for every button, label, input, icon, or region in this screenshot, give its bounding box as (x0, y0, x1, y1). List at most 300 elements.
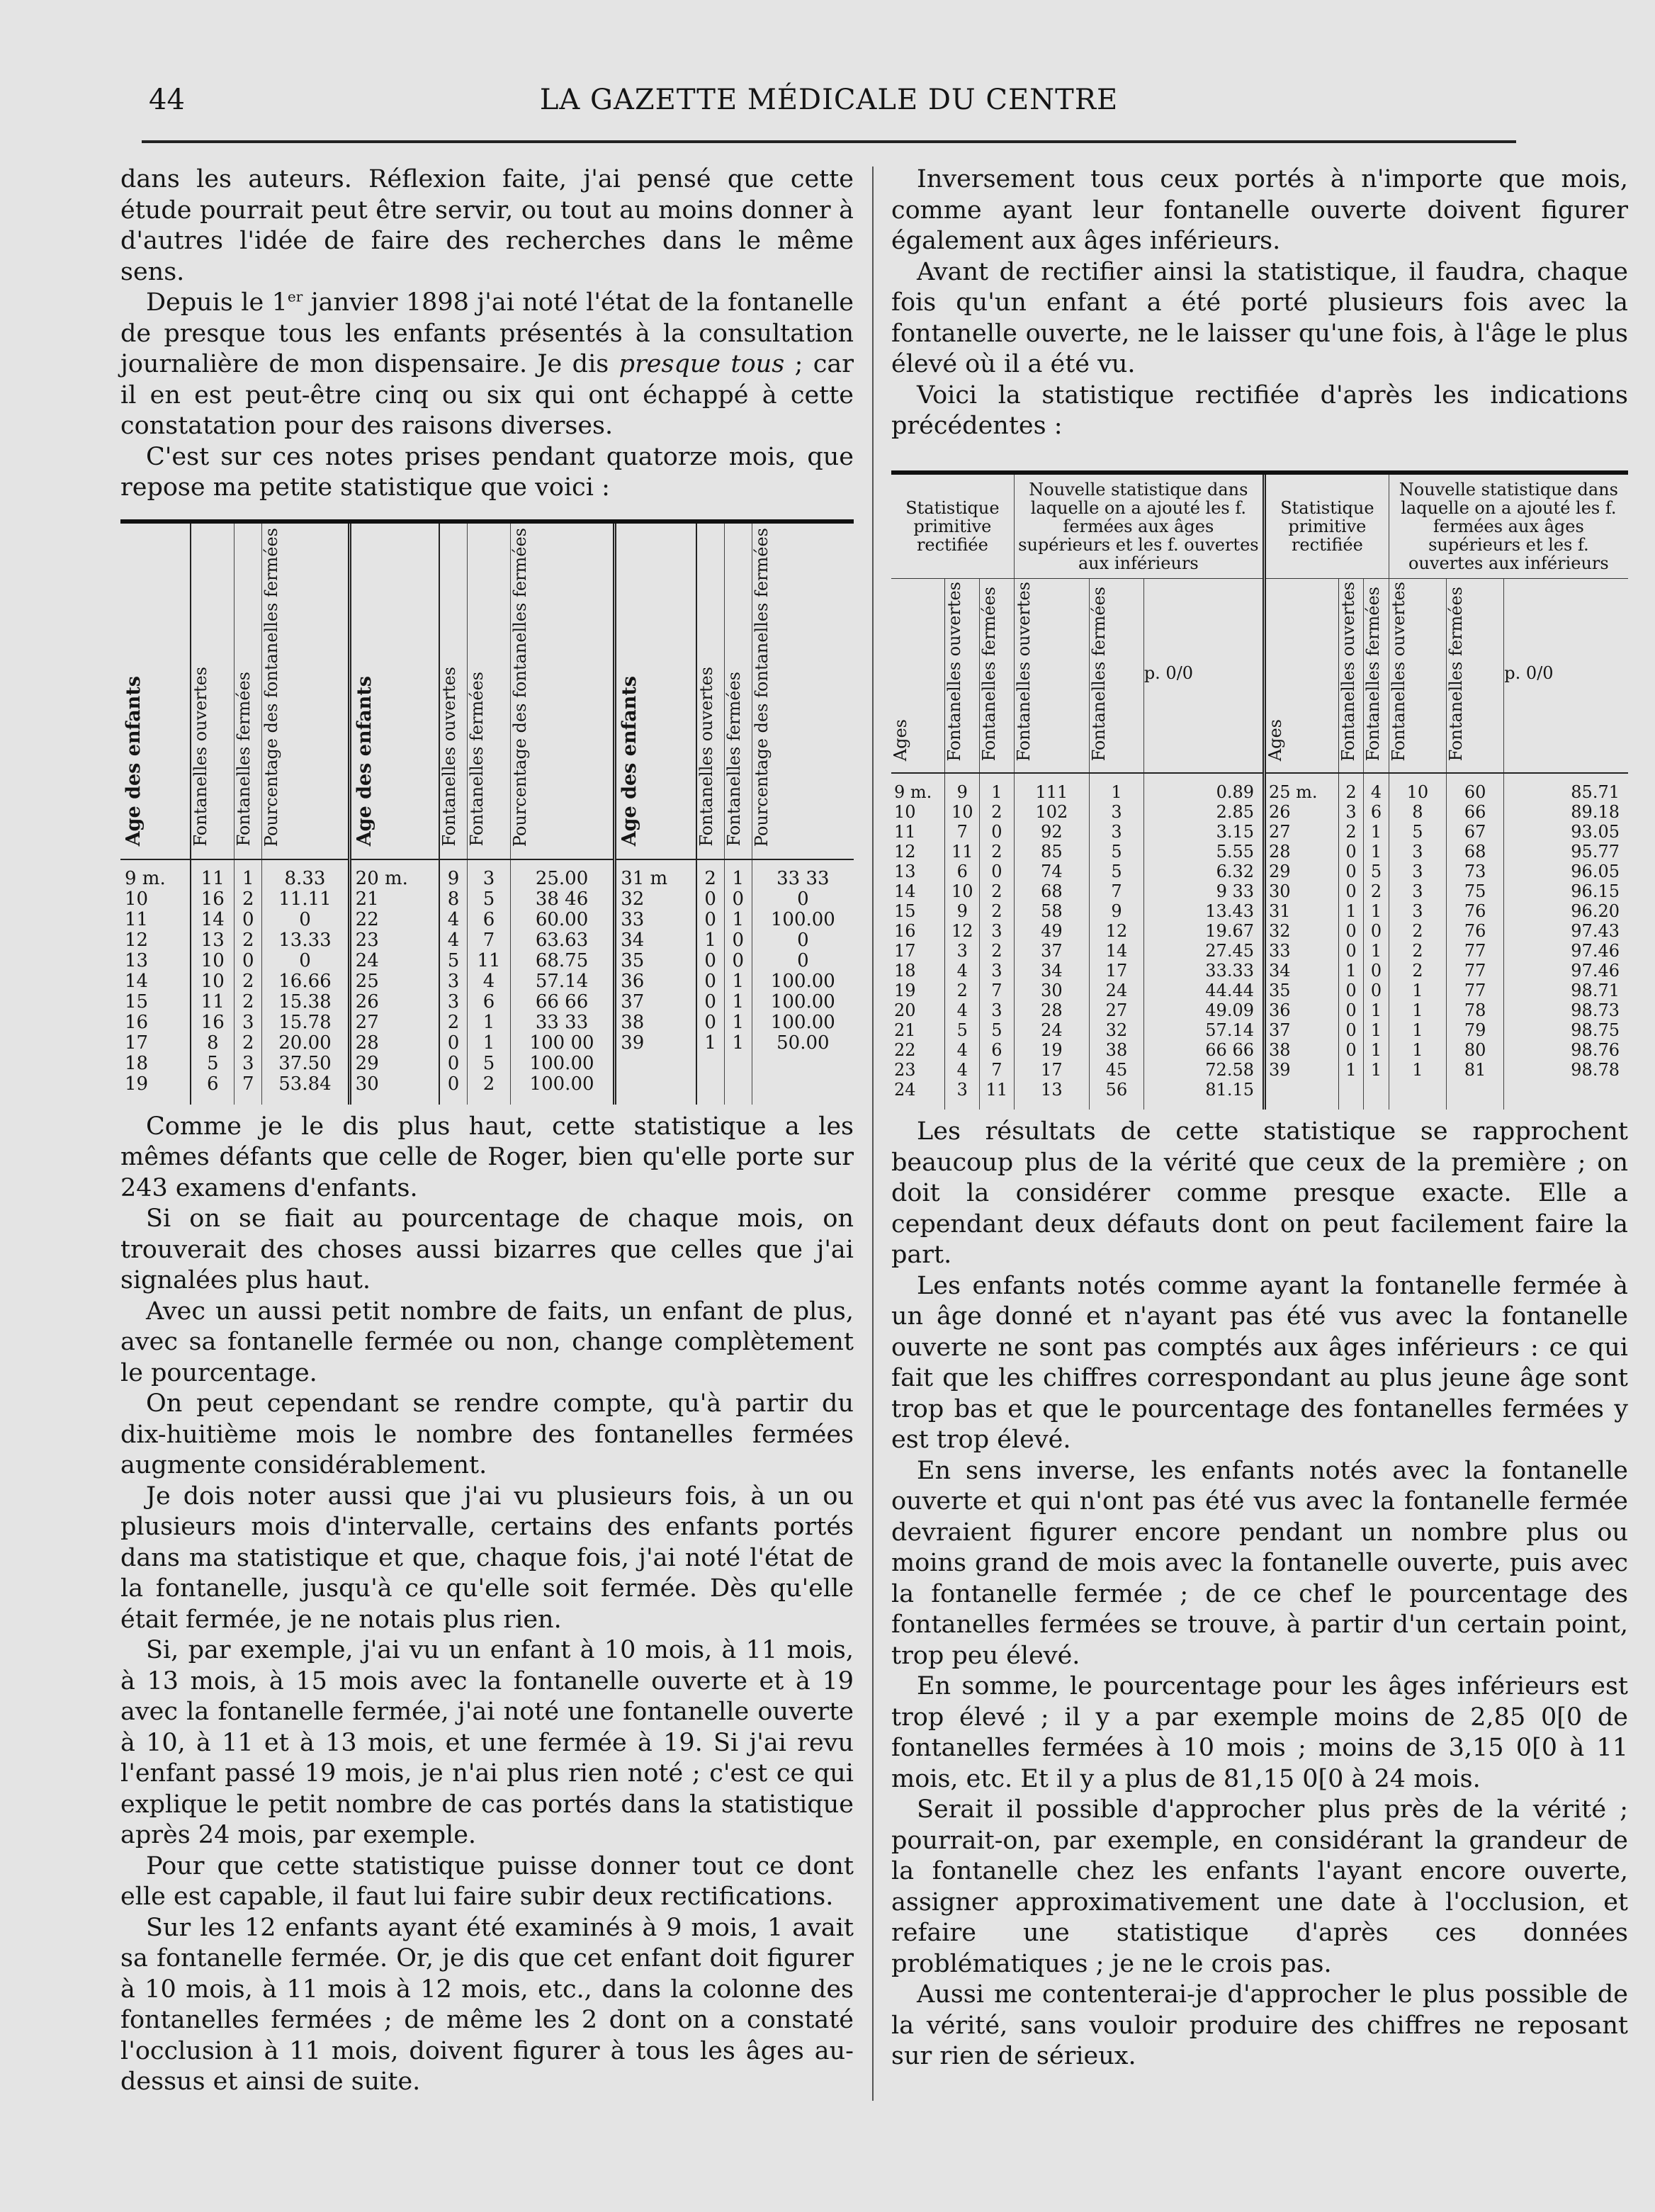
table-cell: 3 (439, 992, 468, 1012)
table-cell: 36 (615, 971, 696, 992)
table-cell: 0 (696, 971, 725, 992)
table-cell: 0 (1338, 1020, 1364, 1040)
table-cell: 66 66 (1143, 1040, 1264, 1060)
table-cell: 81.15 (1143, 1080, 1264, 1110)
table-row (891, 921, 1628, 941)
col-header-closed: Fontanelles fermées (723, 672, 744, 847)
table-cell: 10 (945, 881, 980, 901)
table-cell: 39 (1265, 1060, 1339, 1080)
table-cell: 2 (235, 1033, 262, 1054)
table-cell: 13.33 (262, 930, 349, 951)
table-cell: 3 (1389, 862, 1446, 881)
right-paragraph-8: Serait il possible d'approcher plus près de la vérité ; pourrait-on, par exemple, en considérant la grandeur de la fontanelle chez les enfants l'ayant encore ouverte, assigner approximativement une date à l'occlusion, et refaire une statistique d'après ces données problématiques ; je ne le crois pas. (891, 1795, 1628, 1978)
table-cell (752, 1074, 854, 1105)
table-cell: 1 (696, 1033, 725, 1054)
table-cell: 102 (1014, 802, 1089, 822)
left-paragraph-4: Comme je le dis plus haut, cette statistique a les mêmes défants que celle de Roger, bien qu'elle porte sur 243 examens d'enfants. (120, 1112, 854, 1202)
table-row (891, 1000, 1628, 1020)
table-cell: 3 (468, 859, 511, 889)
statistics-table-1 (120, 519, 854, 1105)
table-cell: 2 (235, 992, 262, 1012)
group-primitive: Statistique primitive rectifiée (891, 473, 1014, 579)
table-cell: 1 (1338, 1060, 1364, 1080)
table-row (120, 1033, 854, 1054)
table-row (120, 859, 854, 889)
table-cell: 0.89 (1143, 773, 1264, 802)
table-row (891, 981, 1628, 1000)
table-cell: 0 (1338, 941, 1364, 961)
table-cell: 38 (615, 1012, 696, 1033)
table-cell: 60 (1447, 773, 1504, 802)
table-cell: 0 (1364, 921, 1389, 941)
table-cell: 2 (439, 1012, 468, 1033)
table-cell: 100 00 (510, 1033, 614, 1054)
table-cell: 6 (1364, 802, 1389, 822)
table-cell: 35 (1265, 981, 1339, 1000)
table-cell: 0 (1364, 981, 1389, 1000)
table-cell: 6 (980, 1040, 1015, 1060)
table-cell: 0 (439, 1074, 468, 1105)
table-cell: 34 (615, 930, 696, 951)
table-cell: 19.67 (1143, 921, 1264, 941)
table-cell: 2 (1338, 773, 1364, 802)
table-cell: 28 (1265, 842, 1339, 862)
table-cell: 10 (1389, 773, 1446, 802)
table-cell: 3 (235, 1012, 262, 1033)
table-cell: 30 (349, 1074, 439, 1105)
running-title: LA GAZETTE MÉDICALE DU CENTRE (539, 84, 1119, 116)
table-cell: 1 (1389, 1060, 1446, 1080)
table-cell: 1 (1389, 1000, 1446, 1020)
left-paragraph-9: Si, par exemple, j'ai vu un enfant à 10 mois, à 11 mois, à 13 mois, à 15 mois avec la fontanelle ouverte et à 19 avec la fontanelle fermée, j'ai noté une fontanelle ouverte à 10, à 11 et à 13 mois, et une fermée à 19. Si j'ai revu l'enfant passé 19 mois, je n'ai plus rien noté ; c'est ce qui explique le petit nombre de cas portés dans la statistique après 24 mois, par exemple. (120, 1636, 854, 1850)
table-cell: 15.78 (262, 1012, 349, 1033)
table-cell: 93.05 (1571, 822, 1620, 842)
table-cell: 2 (980, 842, 1015, 862)
table-row (891, 822, 1628, 842)
table-cell: 21 (891, 1020, 945, 1040)
table-cell: 76 (1447, 901, 1504, 921)
col-header-closed: Fontanelles fermées (979, 586, 1000, 762)
table-cell: 72.58 (1143, 1060, 1264, 1080)
left-paragraph-3: C'est sur ces notes prises pendant quatorze mois, que repose ma petite statistique que voici : (120, 442, 854, 502)
table-cell: 11 (945, 842, 980, 862)
table-cell: 58 (1014, 901, 1089, 921)
group-primitive: Statistique primitive rectifiée (1265, 473, 1389, 579)
table-cell: 21 (349, 889, 439, 910)
left-paragraph-1: dans les auteurs. Réflexion faite, j'ai pensé que cette étude pourrait peut être servir, ou tout au moins donner à d'autres l'idée de faire des recherches dans le même sens. (120, 165, 854, 286)
table-cell: 0 (696, 992, 725, 1012)
table-cell: 1 (980, 773, 1015, 802)
table-cell: 1 (235, 859, 262, 889)
table-cell: 39 (615, 1033, 696, 1054)
table-cell: 32 (1265, 921, 1339, 941)
table-cell: 1 (1364, 822, 1389, 842)
table-cell: 5 (945, 1020, 980, 1040)
table-cell: 27 (349, 1012, 439, 1033)
table-cell: 13.43 (1143, 901, 1264, 921)
table-cell: 96.20 (1571, 901, 1620, 922)
col-header-ages: Ages (1265, 718, 1285, 762)
table-cell: 96.05 (1571, 862, 1620, 882)
col-header-closed: Fontanelles fermées (467, 672, 487, 847)
table-cell: 12 (120, 930, 191, 951)
table-cell: 85 (1014, 842, 1089, 862)
table-cell: 33 33 (776, 867, 830, 889)
table-cell: 44.44 (1143, 981, 1264, 1000)
table-cell: 100.00 (770, 1011, 835, 1033)
col-header-percent: p. 0/0 (1504, 578, 1628, 773)
table-cell: 0 (439, 1054, 468, 1074)
table-cell: 2 (945, 981, 980, 1000)
table-cell: 9 m. (120, 859, 191, 889)
table-cell: 24 (891, 1080, 945, 1110)
table-cell: 11.11 (262, 889, 349, 910)
table-cell: 0 (262, 910, 349, 930)
col-header-percent: p. 0/0 (1143, 578, 1264, 773)
col-header-open: Fontanelles ouvertes (1013, 581, 1034, 762)
table-row (891, 1040, 1628, 1060)
table-cell: 3 (1338, 802, 1364, 822)
table-cell: 3 (945, 1080, 980, 1110)
table-cell: 4 (945, 961, 980, 981)
page-number: 44 (149, 84, 185, 116)
table-cell: 7 (235, 1074, 262, 1105)
table-cell: 6.32 (1143, 862, 1264, 881)
right-paragraph-6: En sens inverse, les enfants notés avec la fontanelle ouverte et qui n'ont pas été vus avec la fontanelle fermée devraient figurer encore pendant un nombre plus ou moins grand de mois avec la fontanelle ouverte, puis avec la fontanelle fermée ; de ce chef le pourcentage des fontanelles fermées se trouve, à partir d'un certain point, trop peu élevé. (891, 1456, 1628, 1670)
table-cell: 10 (891, 802, 945, 822)
col-header-percent: Pourcentage des fontanelles fermées (261, 527, 282, 847)
table-cell: 10 (191, 971, 235, 992)
table-cell: 22 (349, 910, 439, 930)
table-cell: 17 (1014, 1060, 1089, 1080)
table-cell: 13 (1014, 1080, 1089, 1110)
table-cell: 2 (696, 859, 725, 889)
table-cell: 8.33 (262, 859, 349, 889)
table-cell: 63.63 (510, 930, 614, 951)
page-header (142, 84, 1516, 126)
table-row (891, 1060, 1628, 1080)
table-cell: 100.00 (770, 970, 835, 992)
table-cell: 37 (615, 992, 696, 1012)
table-cell: 77 (1447, 981, 1504, 1000)
table-cell: 33 (615, 910, 696, 930)
table-cell: 30 (1265, 881, 1339, 901)
col-header-open: Fontanelles ouvertes (191, 667, 211, 847)
table-cell: 9 (945, 773, 980, 802)
table-row (120, 910, 854, 930)
table-cell: 2 (980, 941, 1015, 961)
left-paragraph-10: Pour que cette statistique puisse donner tout ce dont elle est capable, il faut lui faire subir deux rectifications. (120, 1851, 854, 1912)
table-cell: 7 (980, 981, 1015, 1000)
table-cell: 4 (468, 971, 511, 992)
table-cell: 3 (1090, 822, 1144, 842)
table-cell: 12 (1090, 921, 1144, 941)
table-cell: 11 (120, 910, 191, 930)
left-paragraph-11: Sur les 12 enfants ayant été examinés à 9 mois, 1 avait sa fontanelle fermée. Or, je dis que cet enfant doit figurer à 10 mois, à 11 mois à 12 mois, etc., dans la colonne des fontanelles fermées ; de même les 2 dont on a constaté l'occlusion à 11 mois, doivent figurer à tous les âges au-dessus et ainsi de suite. (120, 1913, 854, 2097)
table-cell: 4 (1364, 773, 1389, 802)
table-cell: 2 (1364, 881, 1389, 901)
left-paragraph-8: Je dois noter aussi que j'ai vu plusieurs fois, à un ou plusieurs mois d'intervalle, certains des enfants portés dans ma statistique et que, chaque fois, j'ai noté l'état de la fontanelle, jusqu'à ce qu'elle soit fermée. Dès qu'elle était fermée, je ne notais plus rien. (120, 1482, 854, 1634)
table-cell: 8 (1389, 802, 1446, 822)
table-cell: 23 (891, 1060, 945, 1080)
table-cell: 0 (797, 949, 809, 971)
table-cell (1364, 1080, 1389, 1110)
table-row (891, 802, 1628, 822)
group-nouvelle: Nouvelle statistique dans laquelle on a ajouté les f. fermées aux âges supérieurs et les f. ouvertes aux inférieurs (1389, 473, 1628, 579)
table-cell: 68.75 (510, 951, 614, 971)
text-run: Depuis le 1 (146, 288, 288, 317)
table-cell: 5 (1389, 822, 1446, 842)
table-2-body (891, 773, 1628, 1110)
right-paragraph-9: Aussi me contenterai-je d'approcher le plus possible de la vérité, sans vouloir produire des chiffres ne reposant sur rien de sérieux. (891, 1980, 1628, 2071)
table-cell: 15 (120, 992, 191, 1012)
col-header-open: Fontanelles ouvertes (944, 581, 965, 762)
table-row (120, 1074, 854, 1105)
table-cell: 10 (945, 802, 980, 822)
table-cell: 3 (945, 941, 980, 961)
table-cell: 6 (468, 992, 511, 1012)
table-cell: 5.55 (1143, 842, 1264, 862)
table-cell: 1 (1364, 842, 1389, 862)
table-cell: 3 (235, 1054, 262, 1074)
table-cell: 0 (696, 951, 725, 971)
col-header-percent: Pourcentage des fontanelles fermées (751, 527, 772, 847)
table-cell: 0 (439, 1033, 468, 1054)
table-cell: 13 (120, 951, 191, 971)
table-cell: 38 46 (510, 889, 614, 910)
table-cell: 7 (468, 930, 511, 951)
table-cell: 53.84 (262, 1074, 349, 1105)
table-cell: 81 (1447, 1060, 1504, 1080)
table-cell: 11 (980, 1080, 1015, 1110)
table-row (120, 1012, 854, 1033)
table-cell: 27 (1090, 1000, 1144, 1020)
col-header-age: Age des enfants (123, 676, 145, 847)
table-cell (1265, 1080, 1339, 1110)
table-row (120, 971, 854, 992)
table-cell: 0 (724, 951, 752, 971)
table-cell: 9 33 (1143, 881, 1264, 901)
left-paragraph-6: Avec un aussi petit nombre de faits, un enfant de plus, avec sa fontanelle fermée ou non, change complètement le pourcentage. (120, 1297, 854, 1387)
table-cell: 5 (468, 889, 511, 910)
table-cell: 3 (1389, 881, 1446, 901)
table-cell: 2 (980, 802, 1015, 822)
table-cell: 17 (1090, 961, 1144, 981)
table-cell: 78 (1447, 1000, 1504, 1020)
table-cell: 2 (468, 1074, 511, 1105)
right-paragraph-1: Inversement tous ceux portés à n'importe que mois, comme ayant leur fontanelle ouverte doivent figurer également aux âges inférieurs. (891, 165, 1628, 255)
table-cell: 96.15 (1571, 881, 1620, 902)
table-cell: 0 (1338, 842, 1364, 862)
col-header-age: Age des enfants (618, 676, 641, 847)
table-cell: 57.14 (510, 971, 614, 992)
table-2-group-row (891, 473, 1628, 579)
table-cell: 33 33 (510, 1012, 614, 1033)
table-cell: 17 (891, 941, 945, 961)
table-cell (1447, 1080, 1504, 1110)
table-cell: 1 (724, 910, 752, 930)
table-cell: 26 (1265, 802, 1339, 822)
right-paragraph-4: Les résultats de cette statistique se rapprochent beaucoup plus de la vérité que ceux de la première ; on doit la considérer comme presque exacte. Elle a cependant deux défauts dont on peut facilement faire la part. (891, 1117, 1628, 1270)
table-cell: 28 (1014, 1000, 1089, 1020)
table-cell: 0 (980, 862, 1015, 881)
table-cell: 1 (724, 992, 752, 1012)
table-cell: 75 (1447, 881, 1504, 901)
table-cell: 0 (980, 822, 1015, 842)
table-cell: 95.77 (1571, 842, 1620, 862)
table-cell: 11 (191, 992, 235, 1012)
table-cell: 100.00 (770, 908, 835, 930)
table-cell: 7 (980, 1060, 1015, 1080)
table-cell: 5 (191, 1054, 235, 1074)
table-cell: 0 (1338, 981, 1364, 1000)
table-cell: 1 (1364, 1060, 1389, 1080)
table-cell: 73 (1447, 862, 1504, 881)
col-header-closed: Fontanelles fermées (1446, 586, 1467, 762)
group-nouvelle: Nouvelle statistique dans laquelle on a ajouté les f. fermées aux âges supérieurs et les f. ouvertes aux inférieurs (1014, 473, 1264, 579)
table-cell: 1 (1364, 1040, 1389, 1060)
table-cell: 56 (1090, 1080, 1144, 1110)
table-cell: 4 (439, 910, 468, 930)
table-row (120, 992, 854, 1012)
table-cell: 1 (1338, 961, 1364, 981)
right-paragraph-5: Les enfants notés comme ayant la fontanelle fermée à un âge donné et n'ayant pas été vus avec la fontanelle ouverte ne sont pas comptés aux âges inférieurs : ce qui fait que les chiffres correspondant au plus jeune âge sont trop bas et que le pourcentage des fontanelles fermées y est trop élevé. (891, 1271, 1628, 1455)
table-cell: 12 (945, 921, 980, 941)
text-run: ; car il en est peut-être cinq ou six qui ont échappé à cette constatation pour des raisons diverses. (120, 350, 854, 440)
table-cell: 1 (724, 859, 752, 889)
table-cell: 27.45 (1143, 941, 1264, 961)
left-column (120, 164, 854, 2098)
left-paragraph-7: On peut cependant se rendre compte, qu'à partir du dix-huitième mois le nombre des fontanelles fermées augmente considérablement. (120, 1389, 854, 1480)
table-row (891, 842, 1628, 862)
table-cell: 6 (468, 910, 511, 930)
table-cell: 25 m. (1265, 773, 1339, 802)
table-cell: 38 (1090, 1040, 1144, 1060)
table-cell: 1 (724, 1012, 752, 1033)
table-cell: 7 (945, 822, 980, 842)
right-paragraph-7: En somme, le pourcentage pour les âges inférieurs est trop élevé ; il y a par exemple moins de 2,85 0[0 de fontanelles fermées à 10 mois ; moins de 3,15 0[0 à 11 mois, etc. Et il y a plus de 81,15 0[0 à 24 mois. (891, 1672, 1628, 1793)
table-row (891, 941, 1628, 961)
table-cell: 0 (262, 951, 349, 971)
table-cell: 18 (891, 961, 945, 981)
table-cell: 16 (891, 921, 945, 941)
col-header-age: Age des enfants (353, 676, 375, 847)
table-cell: 0 (1338, 1040, 1364, 1060)
table-cell: 0 (1338, 881, 1364, 901)
table-cell: 0 (696, 1012, 725, 1033)
table-1-body (120, 859, 854, 1105)
col-header-open: Fontanelles ouvertes (1338, 581, 1358, 762)
table-cell: 4 (439, 930, 468, 951)
table-cell: 19 (891, 981, 945, 1000)
table-cell: 1 (696, 930, 725, 951)
text-run: janvier 1898 j'ai noté l'état de la fontanelle de presque tous les enfants présentés à la consultation journalière de mon dispensaire. Je dis (120, 288, 854, 378)
table-cell: 34 (1014, 961, 1089, 981)
table-cell: 32 (615, 889, 696, 910)
right-paragraph-2: Avant de rectifier ainsi la statistique, il faudra, chaque fois qu'un enfant a été porté plusieurs fois avec la fontanelle ouverte, ne le laisser qu'une fois, à l'âge le plus élevé où il a été vu. (891, 257, 1628, 378)
table-cell: 14 (191, 910, 235, 930)
table-cell: 49 (1014, 921, 1089, 941)
table-cell: 67 (1447, 822, 1504, 842)
table-cell: 100.00 (510, 1074, 614, 1105)
table-cell: 37 (1265, 1020, 1339, 1040)
table-cell: 2 (1389, 961, 1446, 981)
table-cell: 13 (891, 862, 945, 881)
table-cell: 97.46 (1571, 961, 1620, 981)
table-cell: 7 (1090, 881, 1144, 901)
table-row (120, 889, 854, 910)
table-cell: 2 (1338, 822, 1364, 842)
column-divider (872, 167, 874, 2101)
col-header-percent: Pourcentage des fontanelles fermées (509, 527, 530, 847)
table-cell: 17 (120, 1033, 191, 1054)
table-cell: 22 (891, 1040, 945, 1060)
table-cell: 24 (1014, 1020, 1089, 1040)
table-cell: 1 (1364, 1000, 1389, 1020)
table-cell: 77 (1447, 961, 1504, 981)
table-cell: 0 (696, 889, 725, 910)
col-header-closed: Fontanelles fermées (234, 672, 254, 847)
table-cell: 16 (191, 889, 235, 910)
table-cell: 15.38 (262, 992, 349, 1012)
left-paragraph-5: Si on se fiait au pourcentage de chaque mois, on trouverait des choses aussi bizarres que celles que j'ai signalées plus haut. (120, 1204, 854, 1295)
table-cell: 0 (1338, 862, 1364, 881)
table-cell: 29 (349, 1054, 439, 1074)
table-cell: 76 (1447, 921, 1504, 941)
table-cell: 31 m (615, 859, 696, 889)
table-cell: 50.00 (776, 1032, 830, 1054)
table-cell: 80 (1447, 1040, 1504, 1060)
statistics-table-2 (891, 470, 1628, 1110)
table-cell: 3 (1389, 842, 1446, 862)
table-cell: 0 (724, 889, 752, 910)
table-cell: 27 (1265, 822, 1339, 842)
table-cell: 2 (235, 971, 262, 992)
table-row (891, 1020, 1628, 1040)
table-row (891, 901, 1628, 921)
table-cell: 92 (1014, 822, 1089, 842)
table-cell (696, 1054, 725, 1074)
table-cell: 33.33 (1143, 961, 1264, 981)
table-cell: 45 (1090, 1060, 1144, 1080)
table-cell: 33 (1265, 941, 1339, 961)
table-cell: 77 (1447, 941, 1504, 961)
table-cell: 0 (696, 910, 725, 930)
table-cell: 3 (439, 971, 468, 992)
table-cell: 16 (191, 1012, 235, 1033)
table-cell: 5 (468, 1054, 511, 1074)
table-cell: 0 (797, 888, 809, 910)
table-cell: 1 (1364, 941, 1389, 961)
table-cell: 19 (1014, 1040, 1089, 1060)
table-cell: 20 (891, 1000, 945, 1020)
table-cell: 100.00 (510, 1054, 614, 1074)
table-cell: 1 (1090, 773, 1144, 802)
table-cell: 97.46 (1571, 941, 1620, 961)
table-cell: 1 (724, 1033, 752, 1054)
table-cell: 6 (945, 862, 980, 881)
table-cell: 1 (1364, 1020, 1389, 1040)
table-cell: 15 (891, 901, 945, 921)
table-cell: 12 (891, 842, 945, 862)
table-cell: 5 (1090, 842, 1144, 862)
table-cell: 0 (235, 910, 262, 930)
table-cell: 5 (980, 1020, 1015, 1040)
table-2-header-row (891, 578, 1628, 773)
table-cell: 0 (1338, 1000, 1364, 1020)
table-cell: 24 (349, 951, 439, 971)
table-cell: 3 (1389, 901, 1446, 921)
